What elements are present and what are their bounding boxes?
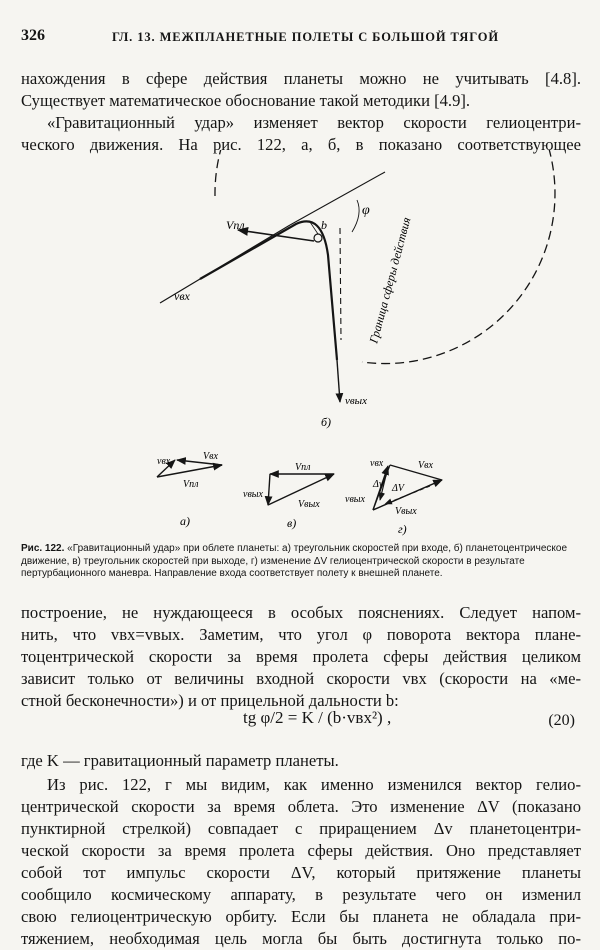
g-label-V-out: Vвых	[395, 506, 417, 517]
formula-number: (20)	[548, 712, 575, 729]
formula-20	[21, 700, 581, 750]
sublabel-a: а)	[180, 514, 190, 528]
v-label-V-pl: Vпл	[295, 462, 311, 473]
label-phi: φ	[362, 203, 370, 218]
v-label-V-out: Vвых	[298, 499, 320, 510]
text-line: построение, не нуждающееся в особых пояснениях. Следует напом-	[21, 603, 581, 622]
sphere-boundary	[215, 150, 555, 364]
paragraph-1	[21, 68, 581, 112]
text-line: центрической скорости за время облета. Это изменение ΔV (показано	[21, 797, 581, 816]
text-line: Существует математическое обоснование такой методики [4.9].	[21, 91, 471, 110]
g-label-v-in: vвх	[370, 458, 384, 469]
text-line: ческой скорости за время пролета сферы действия. Оно представляет	[21, 841, 581, 860]
caption-label: Рис. 122.	[21, 543, 65, 554]
asymptote-extension	[290, 172, 385, 225]
figure-caption	[21, 543, 581, 581]
phi-arc	[352, 200, 359, 232]
label-v-in: vвх	[174, 289, 190, 303]
page-number: 326	[21, 27, 45, 44]
paragraph-3	[21, 602, 581, 712]
sublabel-v: в)	[287, 516, 297, 530]
outgoing-velocity-arrow	[337, 360, 340, 402]
g-label-V-in: Vвх	[418, 460, 433, 471]
figure-122	[0, 150, 600, 540]
v-label-v-out: vвых	[243, 489, 263, 500]
v-pl-arrow	[238, 230, 314, 241]
formula-expression: tg φ/2 = K / (b·vвх²) ,	[243, 708, 392, 727]
text-line: Из рис. 122, г мы видим, как именно изменился вектор гелио-	[47, 775, 581, 794]
text-line: ческого движения. На рис. 122, а, б, в показано соответствующее	[21, 135, 581, 154]
g-label-delta-v: Δv	[373, 479, 384, 490]
paragraph-5	[21, 774, 581, 950]
g-label-v-out: vвых	[345, 494, 365, 505]
v-v-out-arrow	[268, 474, 270, 505]
sublabel-g: г)	[398, 522, 407, 536]
text-line: тяжением, необходимая цель могла бы быть достигнута только по-	[21, 929, 581, 948]
text-line: собой тот импульс скорости ΔV, который притяжение планеты	[21, 863, 581, 882]
sublabel-b: б)	[321, 415, 332, 429]
text-line: пунктирной стрелкой) совпадает с приращением Δv планетоцентри-	[21, 819, 581, 838]
a-label-V-in: Vвх	[203, 451, 218, 462]
paragraph-4	[21, 750, 581, 772]
a-label-v-in: vвх	[157, 456, 171, 467]
text-line: зависит только от величины входной скорости vвх (скорости на «ме-	[21, 669, 581, 688]
text-line: свою гелиоцентрическую орбиту. Если бы планета не обладала при-	[21, 907, 581, 926]
running-title: ГЛ. 13. МЕЖПЛАНЕТНЫЕ ПОЛЕТЫ С БОЛЬШОЙ ТЯГОЙ	[112, 30, 499, 44]
label-sphere-boundary: Граница сферы действия	[366, 215, 414, 345]
text-line: «Гравитационный удар» изменяет вектор скорости гелиоцентри-	[47, 113, 581, 132]
caption-text: «Гравитационный удар» при облете планеты: а) треугольник скоростей при входе, б) планетоцентрическое движение, в) треугольник скоростей при выходе, г) изменение ΔV гелиоцентрической скорости в результате пертурбационного маневра. Направление входа соответствует полету к внешней планете.	[21, 543, 568, 580]
text-line: нить, что vвх=vвых. Заметим, что угол φ поворота вектора плане-	[21, 625, 581, 644]
text-line: стной бесконечности») и от прицельной дальности b:	[21, 691, 399, 710]
g-label-delta-V: ΔV	[392, 483, 404, 494]
a-label-V-pl: Vпл	[183, 479, 199, 490]
g-Vpl-side	[390, 465, 442, 480]
label-b: b	[321, 218, 327, 232]
outgoing-asymptote-dashed	[340, 228, 341, 340]
text-line: сообщило космическому аппарату, в результате чего он изменил	[21, 885, 581, 904]
text-line: где K — гравитационный параметр планеты.	[21, 751, 339, 770]
label-v-pl: Vпл	[226, 218, 245, 232]
label-v-out: vвых	[345, 395, 367, 407]
text-line: тоцентрической скорости за время пролета сферы действия целиком	[21, 647, 581, 666]
text-line: нахождения в сфере действия планеты можно не учитывать [4.8].	[21, 69, 581, 88]
planet	[314, 234, 322, 242]
